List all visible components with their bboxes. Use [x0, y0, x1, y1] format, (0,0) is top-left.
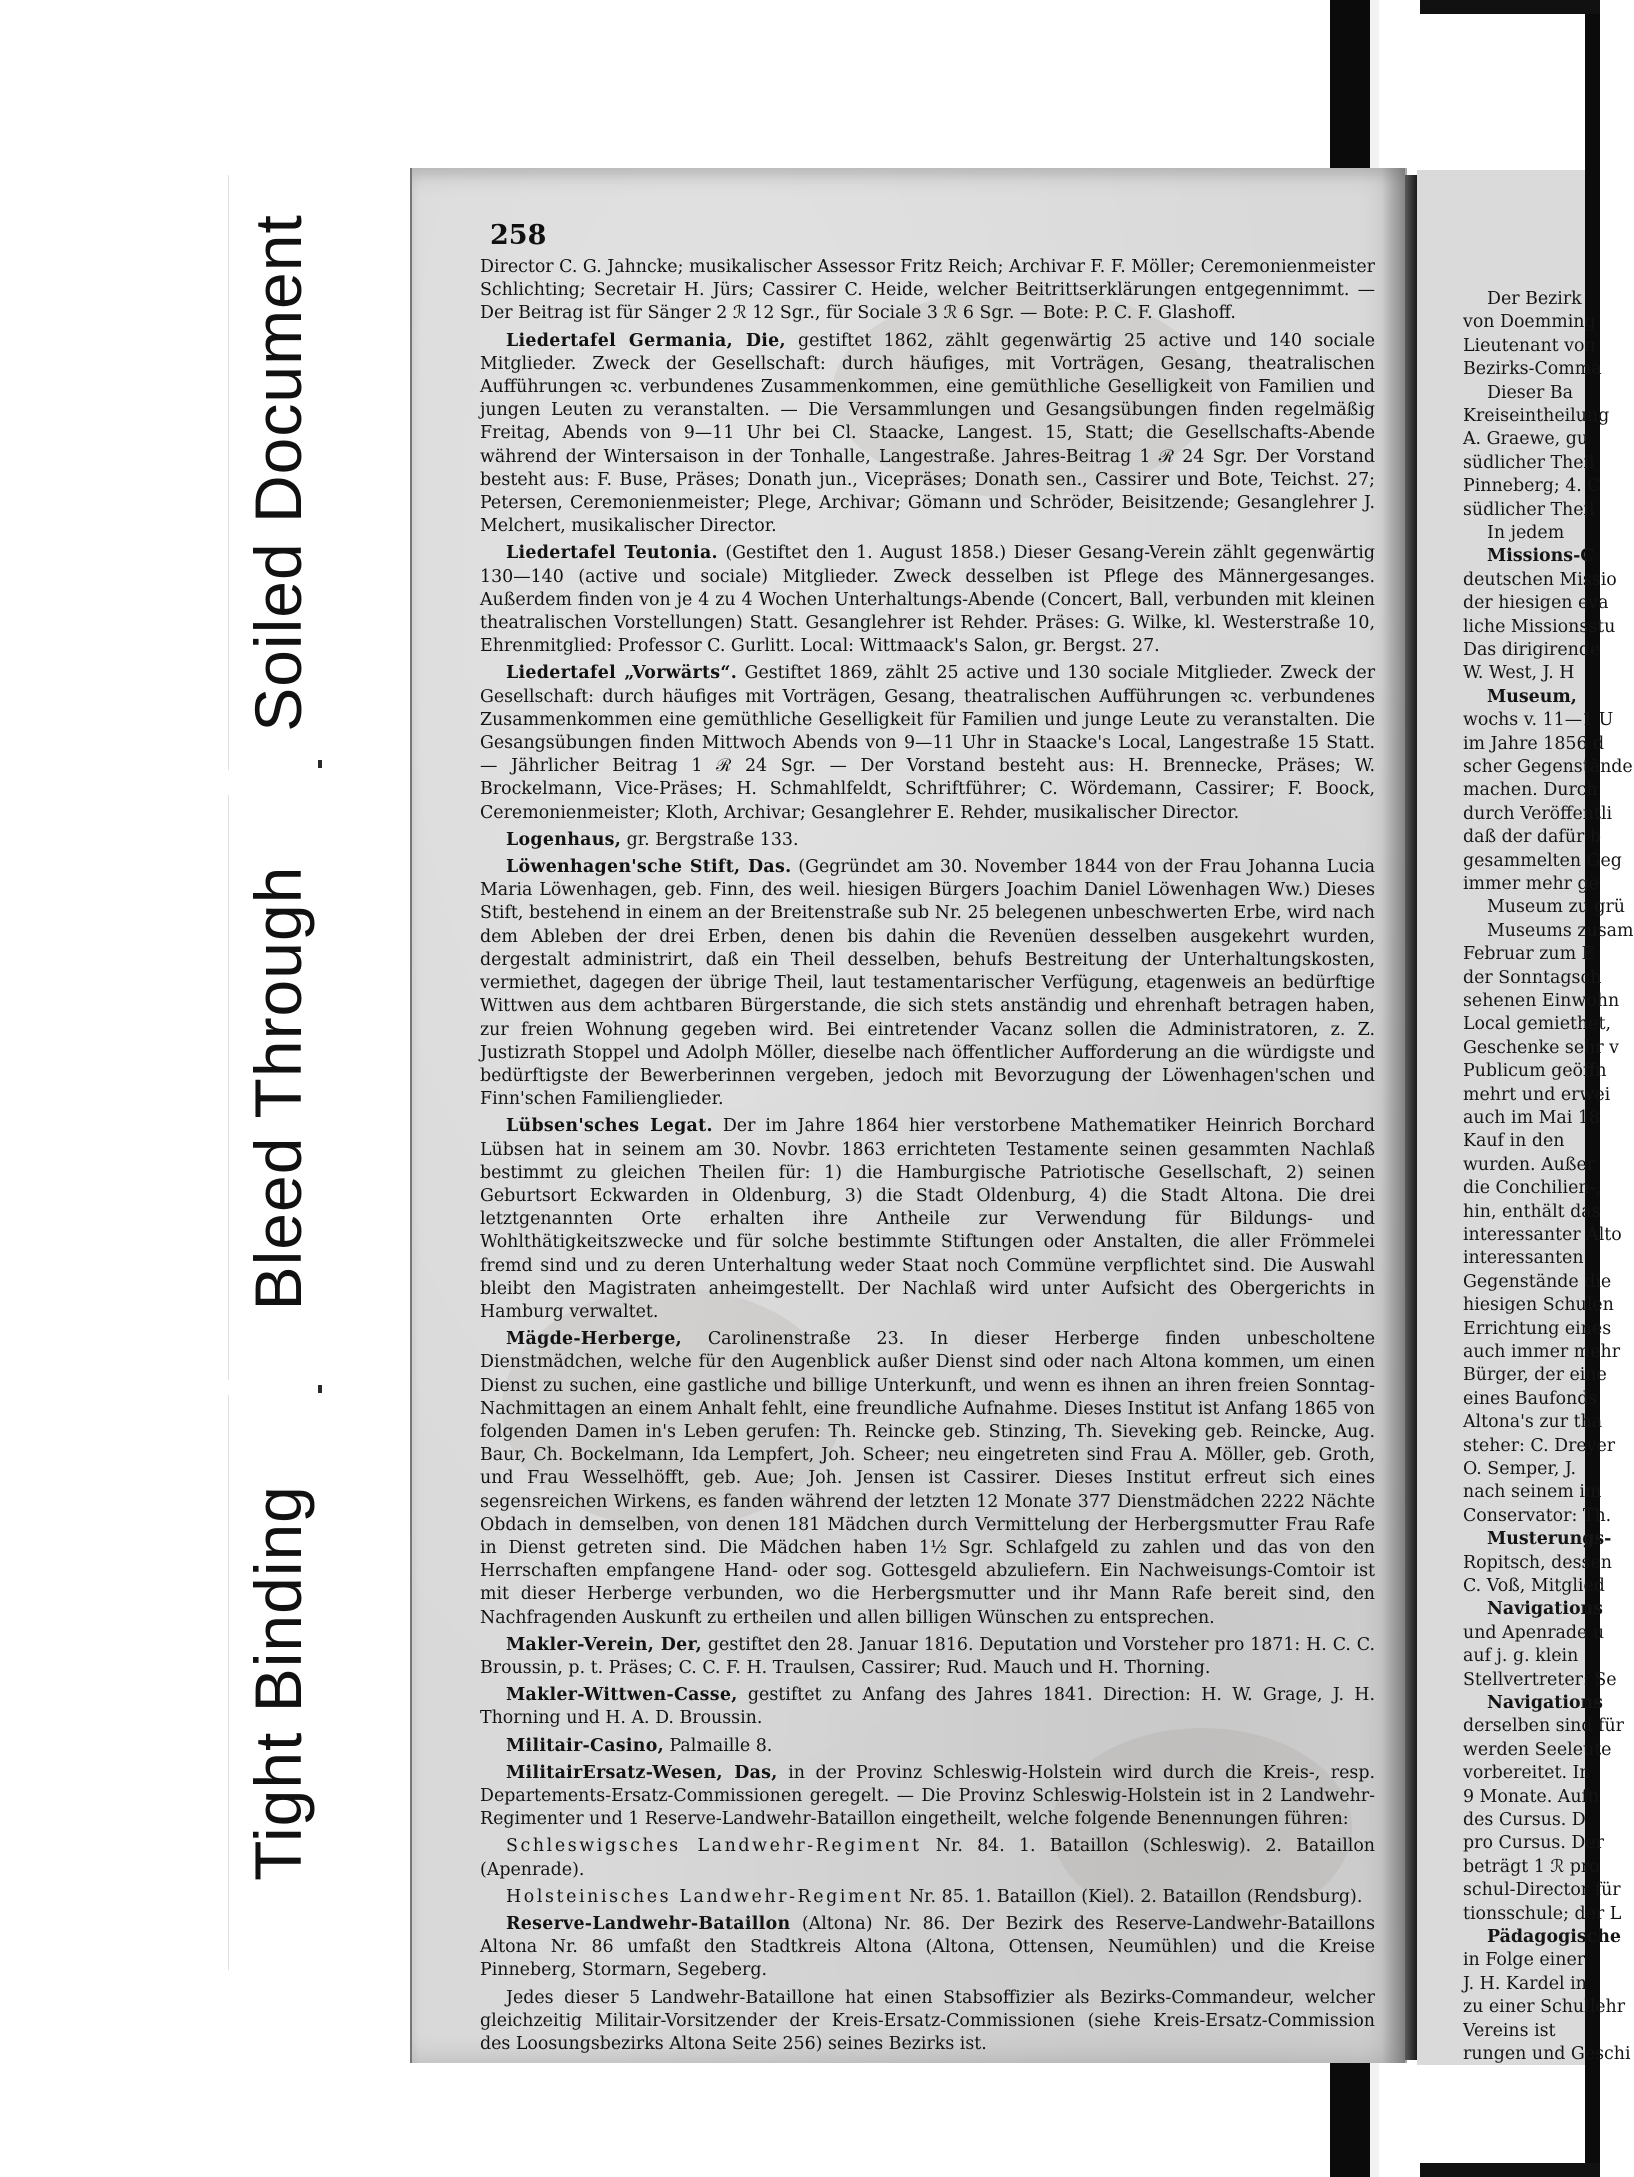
next-page-line: wochs v. 11—1 U — [1463, 710, 1614, 731]
next-page-line: zu einer Schullehr — [1463, 1997, 1626, 2018]
regiment-name: Holsteinisches Landwehr-Regiment — [506, 1886, 904, 1907]
entry-heading: Makler-Wittwen-Casse, — [506, 1685, 738, 1706]
entry-heading: Reserve-Landwehr-Bataillon — [506, 1914, 791, 1935]
next-page-line: Museum zu grü — [1487, 897, 1625, 918]
next-page-line: wurden. Außer — [1463, 1154, 1596, 1175]
entry-heading: Löwenhagen'sche Stift, Das. — [506, 857, 792, 878]
entry-heading: Mägde-Herberge, — [506, 1329, 682, 1350]
next-page-line: deutschen Missio — [1463, 569, 1617, 590]
gutter-shadow — [1382, 168, 1405, 2063]
next-page-line: steher: C. Dreyer — [1463, 1435, 1616, 1456]
binding-tape — [1420, 0, 1600, 14]
next-page-line: Der Bezirk — [1487, 289, 1582, 309]
soiled-document-label — [228, 175, 327, 770]
page-gutter — [1405, 175, 1417, 2060]
next-page-line: Conservator: Th. — [1463, 1505, 1612, 1526]
label-divider — [318, 1385, 322, 1393]
entry-heading: Liedertafel Germania, Die, — [506, 330, 786, 351]
next-page-line: südlicher Theil — [1463, 499, 1595, 520]
scanned-page — [410, 168, 1407, 2063]
entry-militair-casino — [480, 1735, 1375, 1758]
entry-schleswig-regiment — [480, 1835, 1375, 1881]
entry-text: (Gegründet am 30. November 1844 von der Frau Johanna Lucia Maria Löwenhagen, geb. Finn, des weil. hiesigen Bürgers Joachim Daniel Löwenhagen Ww.) Dieses Stift, bestehend in einem an der Breitenstraße sub Nr. 25 belegenen unbeschwerten Erbe, wird nach dem Ableben der drei Erben, denen bis dahin die Revenüen desselben ausgekehrt wurden, dergestalt administrirt, daß ein Theil desselben, behufs Bestreitung der Unterhaltungskosten, vermiethet, dagegen der übrige Theil, laut testamentarischer Verfügung, etagenweis an bedürftige Wittwen aus dem achtbaren Bürgerstande, die sich stets anständig und ehrenhaft betragen haben, zur freien Wohnung gegeben wird. Bei eintretender Vacanz sollen die Administratoren, z. Z. Justizrath Stoppel und Adolph Möller, dieselbe nach öffentlicher Aufforderung an die würdigste und bedürftigste der Bewerberinnen vergeben, jedoch mit Bevorzugung der Löwenhagen'schen und Finn'schen Familienglieder. — [480, 857, 1376, 1110]
next-page-line: Musterungs- — [1487, 1529, 1612, 1550]
next-page-line: Missions-C — [1487, 546, 1595, 567]
entry-heading: MilitairErsatz-Wesen, Das, — [506, 1762, 778, 1783]
entry-loewenhagen-stift — [480, 856, 1375, 1111]
entry-logenhaus — [480, 829, 1375, 852]
next-page-line: Navigations — [1487, 1599, 1603, 1620]
next-page-line: und Apenrade u — [1463, 1622, 1605, 1643]
entry-heading: Logenhaus, — [506, 829, 622, 850]
entry-heading: Lübsen'sches Legat. — [506, 1116, 713, 1137]
next-page-line: O. Semper, J. — [1463, 1459, 1577, 1479]
next-page-line: der Sonntagsch — [1463, 967, 1602, 988]
entry-text: Gestiftet 1869, zählt 25 active und 130 sociale Mitglieder. Zweck der Gesellschaft: durch häufiges mit Vorträgen, Gesang, theatralischen Aufführungen ꝛc. verbundenes Zusammenkommen eine gemüthliche Geselligkeit für Familien und junge Leute zu veranstalten. Die Gesangsübungen finden Mittwoch Abends von 9—11 Uhr in Staacke's Local, Langestraße 15 Statt. — Jährlicher Beitrag 1 ℛ 24 Sgr. — Der Vorstand besteht aus: H. Brennecke, Präses; W. Brockelmann, Vice-Präses; H. Schmahlfeldt, Schriftführer; C. Wördemann, Cassirer; F. Boock, Ceremonienmeister; Kloth, Archivar; Gesanglehrer E. Rehder, musikalischer Director. — [480, 663, 1376, 823]
next-page-line: vorbereitet. In — [1463, 1763, 1591, 1784]
entry-holstein-regiment — [480, 1886, 1375, 1909]
next-page-line: Das dirigirende — [1463, 640, 1601, 660]
entry-text: Nr. 85. 1. Bataillon (Kiel). 2. Bataillon (Rendsburg). — [908, 1886, 1363, 1907]
next-page-line: mehrt und erwei — [1463, 1084, 1611, 1105]
entry-text: gestiftet 1862, zählt gegenwärtig 25 active und 140 sociale Mitglieder. Zweck der Gesellschaft: durch häufiges, mit Vorträgen, Gesang, theatralischen Aufführungen ꝛc. verbundenes Zusammenkommen, eine gemüthliche Geselligkeit von Familien und jungen Leuten zu veranstalten. — Die Versammlungen und Gesangsübungen finden regelmäßig Freitag, Abends von 9—11 Uhr bei Cl. Staacke, Langest. 15, Statt; die Gesellschafts-Abende während der Wintersaison in der Tonhalle, Langestraße. Jahres-Beitrag 1 ℛ 24 Sgr. Der Vorstand besteht aus: F. Buse, Präses; Donath jun., Vicepräses; Donath sen., Cassirer und Bote, Teichst. 27; Petersen, Ceremonienmeister; Plege, Archivar; Gömann und Schröder, Beisitzende; Gesanglehrer J. Melchert, musikalischer Director. — [480, 330, 1375, 537]
next-page-line: Vereins ist — [1463, 2020, 1556, 2041]
entry-text: Carolinenstraße 23. In dieser Herberge finden unbescholtene Dienstmädchen, welche für den Augenblick außer Dienst sind oder nach Altona kommen, um einen Dienst zu suchen, eine gastliche und billige Unterkunft, und wenn es ihnen an ihren freien Sonntag-Nachmittagen an einem Anhalt fehlt, eine freundliche Aufnahme. Dieses Institut ist Anfang 1865 von folgenden Damen in's Leben gerufen: Th. Reincke geb. Stinzing, Th. Sieveking geb. Reincke, Aug. Baur, Ch. Bockelmann, Ida Lempfert, Joh. Scheer; neu eingetreten sind Frau A. Möller, geb. Groth, und Frau Wesselhöfft, geb. Aue; Joh. Jensen ist Cassirer. Dieses Institut erfreut sich eines segensreichen Wirkens, es fanden während der letzten 12 Monate 377 Dienstmädchen 2222 Nächte Obdach in demselben, von denen 181 Mädchen durch Vermittelung der Herbergsmutter Frau Rafe in Dienst getreten sind. Die Mädchen haben 1½ Sgr. Schlafgeld zu zahlen und das von den Herrschaften empfangene Hand- oder sog. Gottesgeld abzuliefern. Ein Nachweisungs-Comtoir ist mit dieser Herberge verbunden, wo die Herbergsmutter und ihr Mann Rafe bereit sind, den Nachfragenden Auskunft zu ertheilen und allen billigen Wünschen zu entsprechen. — [480, 1329, 1375, 1628]
next-page-line: sehenen Einwohn — [1463, 991, 1620, 1011]
next-page-line: Navigations — [1487, 1693, 1603, 1713]
next-page-line: werden Seeleute — [1463, 1739, 1612, 1760]
entry-reserve-landwehr — [480, 1913, 1375, 1983]
next-page-line: Gegenstände die — [1463, 1271, 1612, 1292]
next-page-line: Dieser Ba — [1487, 382, 1574, 403]
entry-text: Palmaille 8. — [669, 1735, 773, 1756]
next-page-line: Lieutenant von — [1463, 335, 1596, 356]
next-page-line: auch immer mehr — [1463, 1342, 1621, 1362]
next-page-line: auch im Mai 18 — [1463, 1108, 1601, 1128]
next-page-line: machen. Durch — [1463, 780, 1598, 801]
entry-liedertafel-germania — [480, 330, 1375, 539]
next-page-line: auf j. g. klein — [1463, 1646, 1579, 1667]
binding-tape — [1420, 2163, 1600, 2177]
next-page-line: Februar zum E — [1463, 944, 1595, 965]
entry-heading: Militair-Casino, — [506, 1735, 664, 1756]
next-page-line: Publicum geöffn — [1463, 1061, 1607, 1082]
next-page-line: derselben sind für — [1463, 1716, 1624, 1737]
next-page-line: in Folge einer — [1463, 1950, 1586, 1971]
regiment-name: Schleswigsches Landwehr-Regiment — [506, 1836, 922, 1857]
entry-text: (Gestiftet den 1. August 1858.) Dieser Gesang-Verein zählt gegenwärtig 130—140 (active und sociale) Mitglieder. Zweck desselben ist Pflege des Männergesanges. Außerdem finden von je 4 zu 4 Wochen Unterhaltungs-Abende (Concert, Ball, verbunden mit kleinen theatralischen Vorstellungen) Statt. Gesanglehrer ist Rehder. Präses: G. Wilke, kl. Westerstraße 10, Ehrenmitglied: Professor C. Gurlitt. Local: Wittmaack's Salon, gr. Bergst. 27. — [480, 543, 1375, 657]
next-page-line: Museums zusam — [1487, 920, 1634, 941]
next-page-line: Local gemiethet, — [1463, 1014, 1611, 1035]
next-page-fragment — [1417, 170, 1634, 2065]
next-page-line: scher Gegenstände — [1463, 757, 1633, 777]
entry-luebsen-legat — [480, 1115, 1375, 1324]
next-page-line: im Jahre 1856 d — [1463, 733, 1605, 754]
next-page-line: Pinneberg; 4. C — [1463, 476, 1601, 497]
next-page-line: A. Graewe, gu — [1463, 429, 1589, 450]
next-page-line: der hiesigen eva — [1463, 593, 1609, 614]
bleed-through-text: Bleed Through — [241, 865, 315, 1310]
next-page-line: Ropitsch, dessen — [1463, 1552, 1612, 1573]
next-page-line: Altona's zur tha — [1463, 1412, 1603, 1433]
next-page-line: Museum, — [1487, 686, 1577, 707]
entry-makler-verein — [480, 1634, 1375, 1680]
next-page-line: Stellvertreter: Se — [1463, 1669, 1617, 1690]
next-page-line: Bezirks-Comma — [1463, 359, 1602, 380]
next-page-line: Geschenke sehr v — [1463, 1037, 1619, 1058]
next-page-line: eines Baufonds — [1463, 1388, 1598, 1409]
entry-text: in der Provinz Schleswig-Holstein wird durch die Kreis-, resp. Departements-Ersatz-Commissionen geregelt. — Die Provinz Schleswig-Holstein ist in 2 Landwehr-Regimenter und 1 Reserve-Landwehr-Bataillon eingetheilt, welche folgende Benennungen führen: — [480, 1762, 1375, 1830]
next-page-line: schul-Director für — [1463, 1880, 1621, 1901]
next-page-line: daß der dafür b — [1463, 827, 1602, 848]
entry-militair-ersatz-wesen — [480, 1762, 1375, 1832]
entry-text: gestiftet zu Anfang des Jahres 1841. Direction: H. W. Grage, J. H. Thorning und H. A. D. Broussin. — [480, 1685, 1376, 1729]
entry-liedertafel-teutonia — [480, 542, 1375, 658]
next-page-line: die Conchilien-, — [1463, 1178, 1602, 1199]
next-page-line: pro Cursus. Der — [1463, 1833, 1604, 1854]
soiled-document-text: Soiled Document — [241, 213, 315, 732]
next-page-line: südlicher Theil — [1463, 452, 1595, 473]
next-page-line: Kreiseintheilung — [1463, 406, 1610, 426]
next-page-line: Bürger, der eine — [1463, 1365, 1607, 1386]
next-page-line: tionsschule; der L — [1463, 1903, 1622, 1924]
next-page-line: von Doemming — [1463, 312, 1596, 333]
next-page-line: Pädagogische — [1487, 1927, 1621, 1947]
bleed-through-label — [228, 795, 327, 1380]
entry-bataillone-note — [480, 1987, 1375, 2057]
next-page-line: rungen und Geschi — [1463, 2044, 1631, 2064]
next-page-line: durch Veröffentli — [1463, 803, 1613, 824]
entry-text: Der im Jahre 1864 hier verstorbene Mathematiker Heinrich Borchard Lübsen hat in seinem am 30. Novbr. 1863 errichteten Testamente seinen gesammten Nachlaß bestimmt zu gleichen Theilen für: 1) die Hamburgische Patriotische Gesellschaft, 2) seinen Geburtsort Eckwarden in Oldenburg, 3) die Stadt Oldenburg, 4) die Stadt Altona. Die drei letztgenannten Orte erhalten ihre Antheile zur Verwendung für Bildungs- und Wohlthätigkeitszwecke und für solche bestimmte Stiftungen oder Anstalten, die aller Frömmelei fremd sind und zu deren Unterhaltung weder Staat noch Commüne verpflichtet sind. Die Auswahl bleibt den Magistraten anheimgestellt. Der Nachlaß wird unter Aufsicht des Obergerichts in Hamburg verwaltet. — [480, 1116, 1375, 1322]
label-divider — [318, 760, 322, 768]
next-page-line: beträgt 1 ℛ pro — [1463, 1856, 1600, 1877]
entry-continuation — [480, 256, 1375, 326]
page-body — [480, 256, 1375, 2060]
entry-makler-wittwen-casse — [480, 1684, 1375, 1730]
entry-text: Nr. 84. 1. Bataillon (Schleswig). 2. Bataillon (Apenrade). — [480, 1836, 1375, 1880]
entry-heading: Liedertafel „Vorwärts“. — [506, 663, 738, 684]
next-page-line: nach seinem im — [1463, 1482, 1602, 1503]
entry-text: Director C. G. Jahncke; musikalischer Assessor Fritz Reich; Archivar F. F. Möller; Ceremonienmeister Schlichting; Secretair H. Jürs; Cassirer C. Heide, welcher Beitrittserklärungen entgegennimmt. — Der Beitrag ist für Sänger 2 ℛ 12 Sgr., für Sociale 3 ℛ 6 Sgr. — Bote: P. C. F. Glashoff. — [480, 257, 1375, 324]
next-page-line: hin, enthält das — [1463, 1201, 1601, 1222]
next-page-line: interessanter Alto — [1463, 1225, 1622, 1245]
next-page-line: interessanten — [1463, 1248, 1584, 1269]
entry-liedertafel-vorwaerts — [480, 662, 1375, 824]
next-page-line: W. West, J. H — [1463, 663, 1575, 684]
next-page-line: gesammelten Geg — [1463, 850, 1622, 871]
next-page-line: immer mehr ge — [1463, 874, 1599, 894]
next-page-line: liche Missionsstu — [1463, 616, 1616, 637]
entry-maegde-herberge — [480, 1328, 1375, 1630]
next-page-line: Errichtung eines — [1463, 1318, 1612, 1339]
entry-heading: Liedertafel Teutonia. — [506, 543, 718, 564]
next-page-line: hiesigen Schulen — [1463, 1295, 1614, 1316]
entry-text: Jedes dieser 5 Landwehr-Bataillone hat einen Stabsoffizier als Bezirks-Commandeur, welcher gleichzeitig Militair-Vorsitzender der Kreis-Ersatz-Commissionen (siehe Kreis-Ersatz-Commission des Loosungsbezirks Altona Seite 256) seines Bezirks ist. — [480, 1987, 1375, 2055]
next-page-line: Kauf in den — [1463, 1131, 1565, 1152]
entry-text: (Altona) Nr. 86. Der Bezirk des Reserve-Landwehr-Bataillons Altona Nr. 86 umfaßt den Stadtkreis Altona (Altona, Ottensen, Neumühlen) und die Kreise Pinneberg, Stormarn, Segeberg. — [480, 1914, 1375, 1981]
entry-text: gestiftet den 28. Januar 1816. Deputation und Vorsteher pro 1871: H. C. C. Broussin, p. t. Präses; C. C. F. H. Traulsen, Cassirer; Rud. Mauch und H. Thorning. — [480, 1634, 1375, 1678]
tight-binding-label — [228, 1395, 327, 1970]
next-page-line: des Cursus. D — [1463, 1810, 1586, 1830]
next-page-line: C. Voß, Mitglied — [1463, 1576, 1605, 1596]
page-number: 258 — [490, 220, 547, 251]
entry-text: gr. Bergstraße 133. — [626, 829, 799, 850]
next-page-line: J. H. Kardel in — [1463, 1973, 1587, 1994]
next-page-line: 9 Monate. Aufn — [1463, 1786, 1600, 1807]
tight-binding-text: Tight Binding — [241, 1484, 315, 1881]
next-page-line: In jedem — [1487, 523, 1565, 543]
entry-heading: Makler-Verein, Der, — [506, 1634, 703, 1655]
